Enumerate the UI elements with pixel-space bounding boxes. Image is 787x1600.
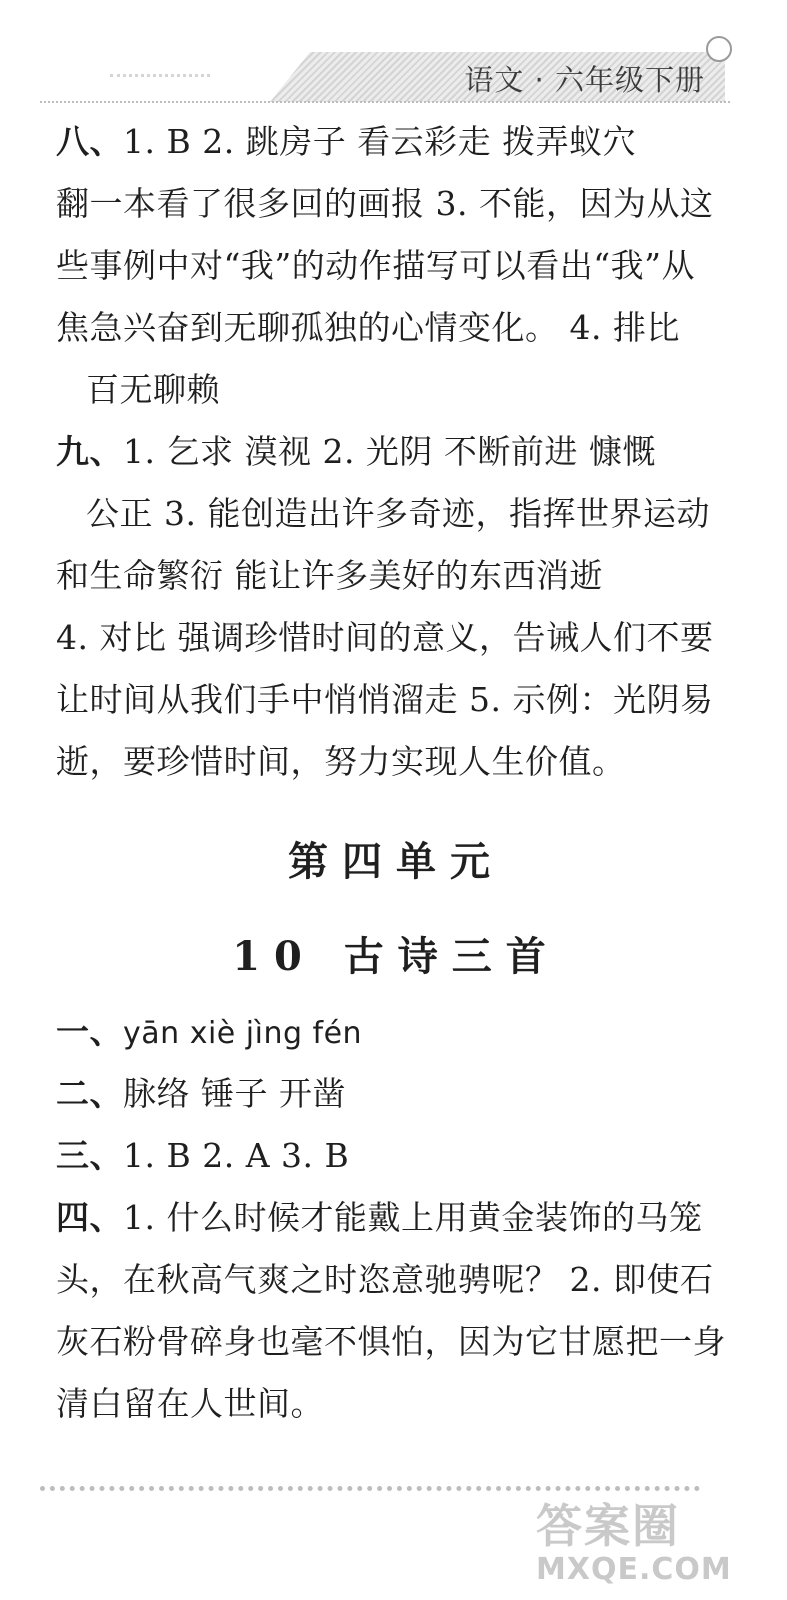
pinyin-answers: yān xiè jìng fén bbox=[123, 1016, 363, 1051]
answer-line: 头，在秋高气爽之时恣意驰骋呢？ 2. 即使石 bbox=[56, 1260, 714, 1299]
answer-line: 和生命繁衍 能让许多美好的东西消逝 bbox=[56, 556, 603, 595]
answer-line: 些事例中对“我”的动作描写可以看出“我”从 bbox=[56, 246, 695, 285]
header-dotted-ornament bbox=[110, 74, 210, 81]
header-divider bbox=[40, 101, 730, 103]
answer-line: 百无聊赖 bbox=[86, 370, 220, 409]
unit-heading: 第四单元 bbox=[288, 838, 504, 885]
answer-line: 公正 3. 能创造出许多奇迹，指挥世界运动 bbox=[86, 494, 710, 533]
answer-line: 一、yān xiè jìng fén bbox=[56, 1010, 362, 1056]
answer-line: 焦急兴奋到无聊孤独的心情变化。 4. 排比 bbox=[56, 308, 680, 347]
footer-dotted-divider bbox=[40, 1486, 700, 1497]
watermark-logo: 答案圈 MXQE.COM bbox=[536, 1499, 732, 1587]
answer-line: 三、1. B 2. A 3. B bbox=[56, 1136, 350, 1175]
header-circle-ornament bbox=[706, 36, 732, 62]
answer-line: 让时间从我们手中悄悄溜走 5. 示例：光阴易 bbox=[56, 680, 714, 719]
answer-line: 八、1. B 2. 跳房子 看云彩走 拨弄蚁穴 bbox=[56, 122, 637, 161]
answer-line: 清白留在人世间。 bbox=[56, 1384, 324, 1423]
answer-line: 逝，要珍惜时间，努力实现人生价值。 bbox=[56, 742, 626, 781]
page-header-title: 语文 · 六年级下册 bbox=[464, 63, 705, 97]
answer-line: 灰石粉骨碎身也毫不惧怕，因为它甘愿把一身 bbox=[56, 1322, 726, 1361]
answer-line: 四、1. 什么时候才能戴上用黄金装饰的马笼 bbox=[56, 1198, 703, 1237]
lesson-heading: 10 古诗三首 bbox=[232, 933, 560, 980]
answer-line: 九、1. 乞求 漠视 2. 光阴 不断前进 慷慨 bbox=[56, 432, 656, 471]
answer-line: 翻一本看了很多回的画报 3. 不能，因为从这 bbox=[56, 184, 714, 223]
answer-line: 二、脉络 锤子 开凿 bbox=[56, 1074, 346, 1113]
answer-line: 4. 对比 强调珍惜时间的意义，告诫人们不要 bbox=[56, 618, 714, 657]
